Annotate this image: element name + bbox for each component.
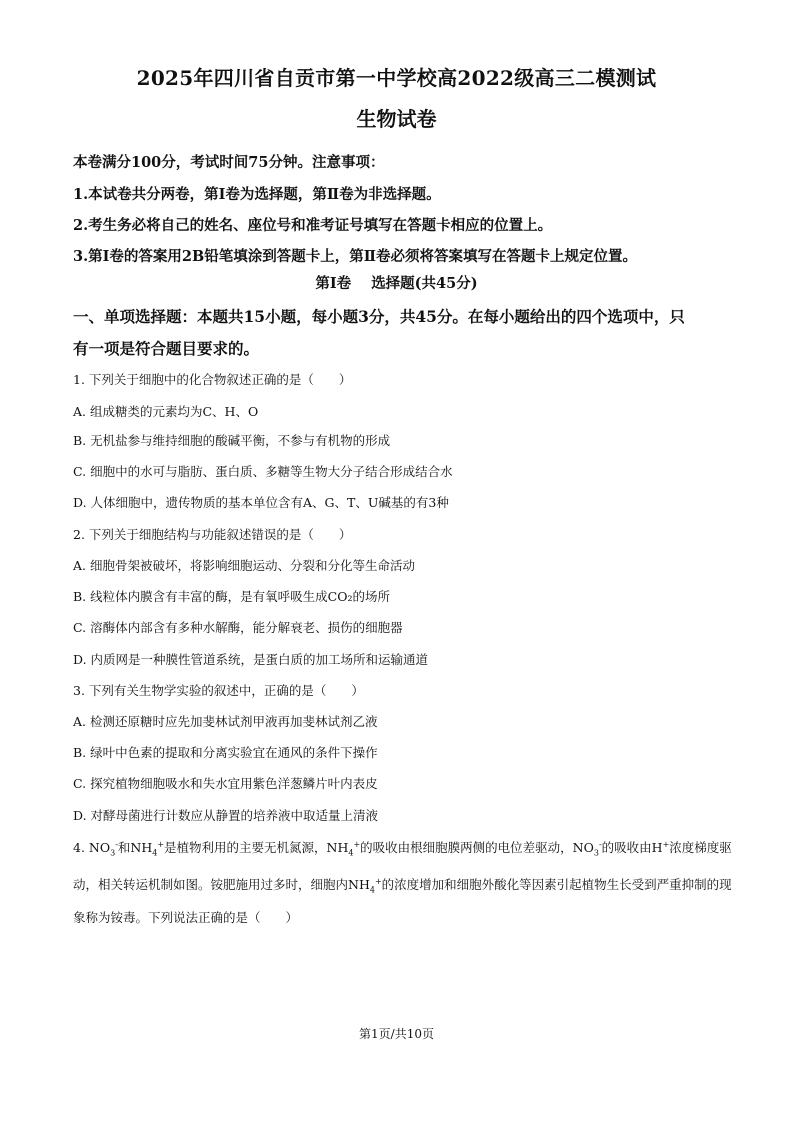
question-stem: 1. 下列关于细胞中的化合物叙述正确的是（ ） (73, 372, 352, 387)
q4-sub: 4 (369, 885, 375, 895)
question-stem: 3. 下列有关生物学实验的叙述中，正确的是（ ） (73, 683, 364, 698)
q4-sup: - (115, 840, 118, 849)
note-line: 本卷满分100分，考试时间75分钟。注意事项： (73, 154, 385, 171)
q4-sup: + (157, 840, 165, 849)
q4-sup: + (662, 840, 670, 849)
question-option: B. 绿叶中色素的提取和分离实验宜在通风的条件下操作 (73, 745, 378, 760)
section-heading (0, 272, 793, 293)
q4-text: 的吸收由根细胞膜两侧的电位差驱动，NO (360, 840, 594, 856)
question-option: B. 无机盐参与维持细胞的酸碱平衡，不参与有机物的形成 (73, 433, 391, 448)
q4-text: 和NH (117, 840, 153, 856)
q4-text: 4. NO (73, 840, 111, 856)
question-4-stem (73, 831, 733, 932)
q4-sub: 4 (152, 848, 158, 858)
question-stem: 2. 下列关于细胞结构与功能叙述错误的是（ ） (73, 527, 352, 542)
section-label: 第Ⅰ卷 (315, 275, 352, 292)
note-line: 3.第Ⅰ卷的答案用2B铅笔填涂到答题卡上，第Ⅱ卷必须将答案填写在答题卡上规定位置。 (73, 248, 637, 265)
q4-text: 的浓度增加和细胞外酸化等因素引起植物生长受到严重抑制的现象称为铵毒。下列说法正确的是（ ） (73, 876, 732, 926)
q4-sup: + (353, 840, 361, 849)
q4-text: 浓度梯度驱动，相关转运机制如图。铵肥施用过多时，细胞内NH (73, 840, 732, 892)
q4-sub: 4 (348, 848, 354, 858)
exam-subtitle: 生物试卷 (356, 107, 437, 131)
part-instructions-cont: 有一项是符合题目要求的。 (73, 339, 260, 358)
question-option: A. 细胞骨架被破坏，将影响细胞运动、分裂和分化等生命活动 (73, 558, 415, 573)
page-footer: 第1页/共10页 (359, 1027, 434, 1041)
q4-text: 是植物利用的主要无机氮源，NH (164, 840, 349, 856)
question-option: A. 组成糖类的元素均为C、H、O (73, 404, 259, 419)
exam-title: 2025年四川省自贡市第一中学校高2022级高三二模测试 (136, 66, 657, 90)
question-option: C. 细胞中的水可与脂肪、蛋白质、多糖等生物大分子结合形成结合水 (73, 464, 453, 479)
question-option: D. 对酵母菌进行计数应从静置的培养液中取适量上清液 (73, 808, 379, 823)
q4-text: 的吸收由H (601, 840, 663, 856)
q4-sub: 3 (593, 848, 599, 858)
question-option: D. 内质网是一种膜性管道系统，是蛋白质的加工场所和运输通道 (73, 652, 429, 667)
q4-sup: - (598, 840, 602, 849)
section-title: 选择题(共45分) (371, 275, 478, 292)
note-line: 1.本试卷共分两卷，第Ⅰ卷为选择题，第Ⅱ卷为非选择题。 (73, 186, 441, 203)
question-option: A. 检测还原糖时应先加斐林试剂甲液再加斐林试剂乙液 (73, 714, 378, 729)
q4-sub: 3 (110, 848, 116, 858)
question-option: D. 人体细胞中，遗传物质的基本单位含有A、G、T、U碱基的有3种 (73, 495, 449, 510)
note-line: 2.考生务必将自己的姓名、座位号和准考证号填写在答题卡相应的位置上。 (73, 217, 553, 234)
part-instructions: 一、单项选择题：本题共15小题，每小题3分，共45分。在每小题给出的四个选项中，只 (73, 307, 685, 326)
question-option: B. 线粒体内膜含有丰富的酶，是有氧呼吸生成CO₂的场所 (73, 589, 390, 604)
question-option: C. 探究植物细胞吸水和失水宜用紫色洋葱鳞片叶内表皮 (73, 776, 378, 791)
q4-sup: + (374, 876, 382, 886)
question-option: C. 溶酶体内部含有多种水解酶，能分解衰老、损伤的细胞器 (73, 620, 403, 635)
